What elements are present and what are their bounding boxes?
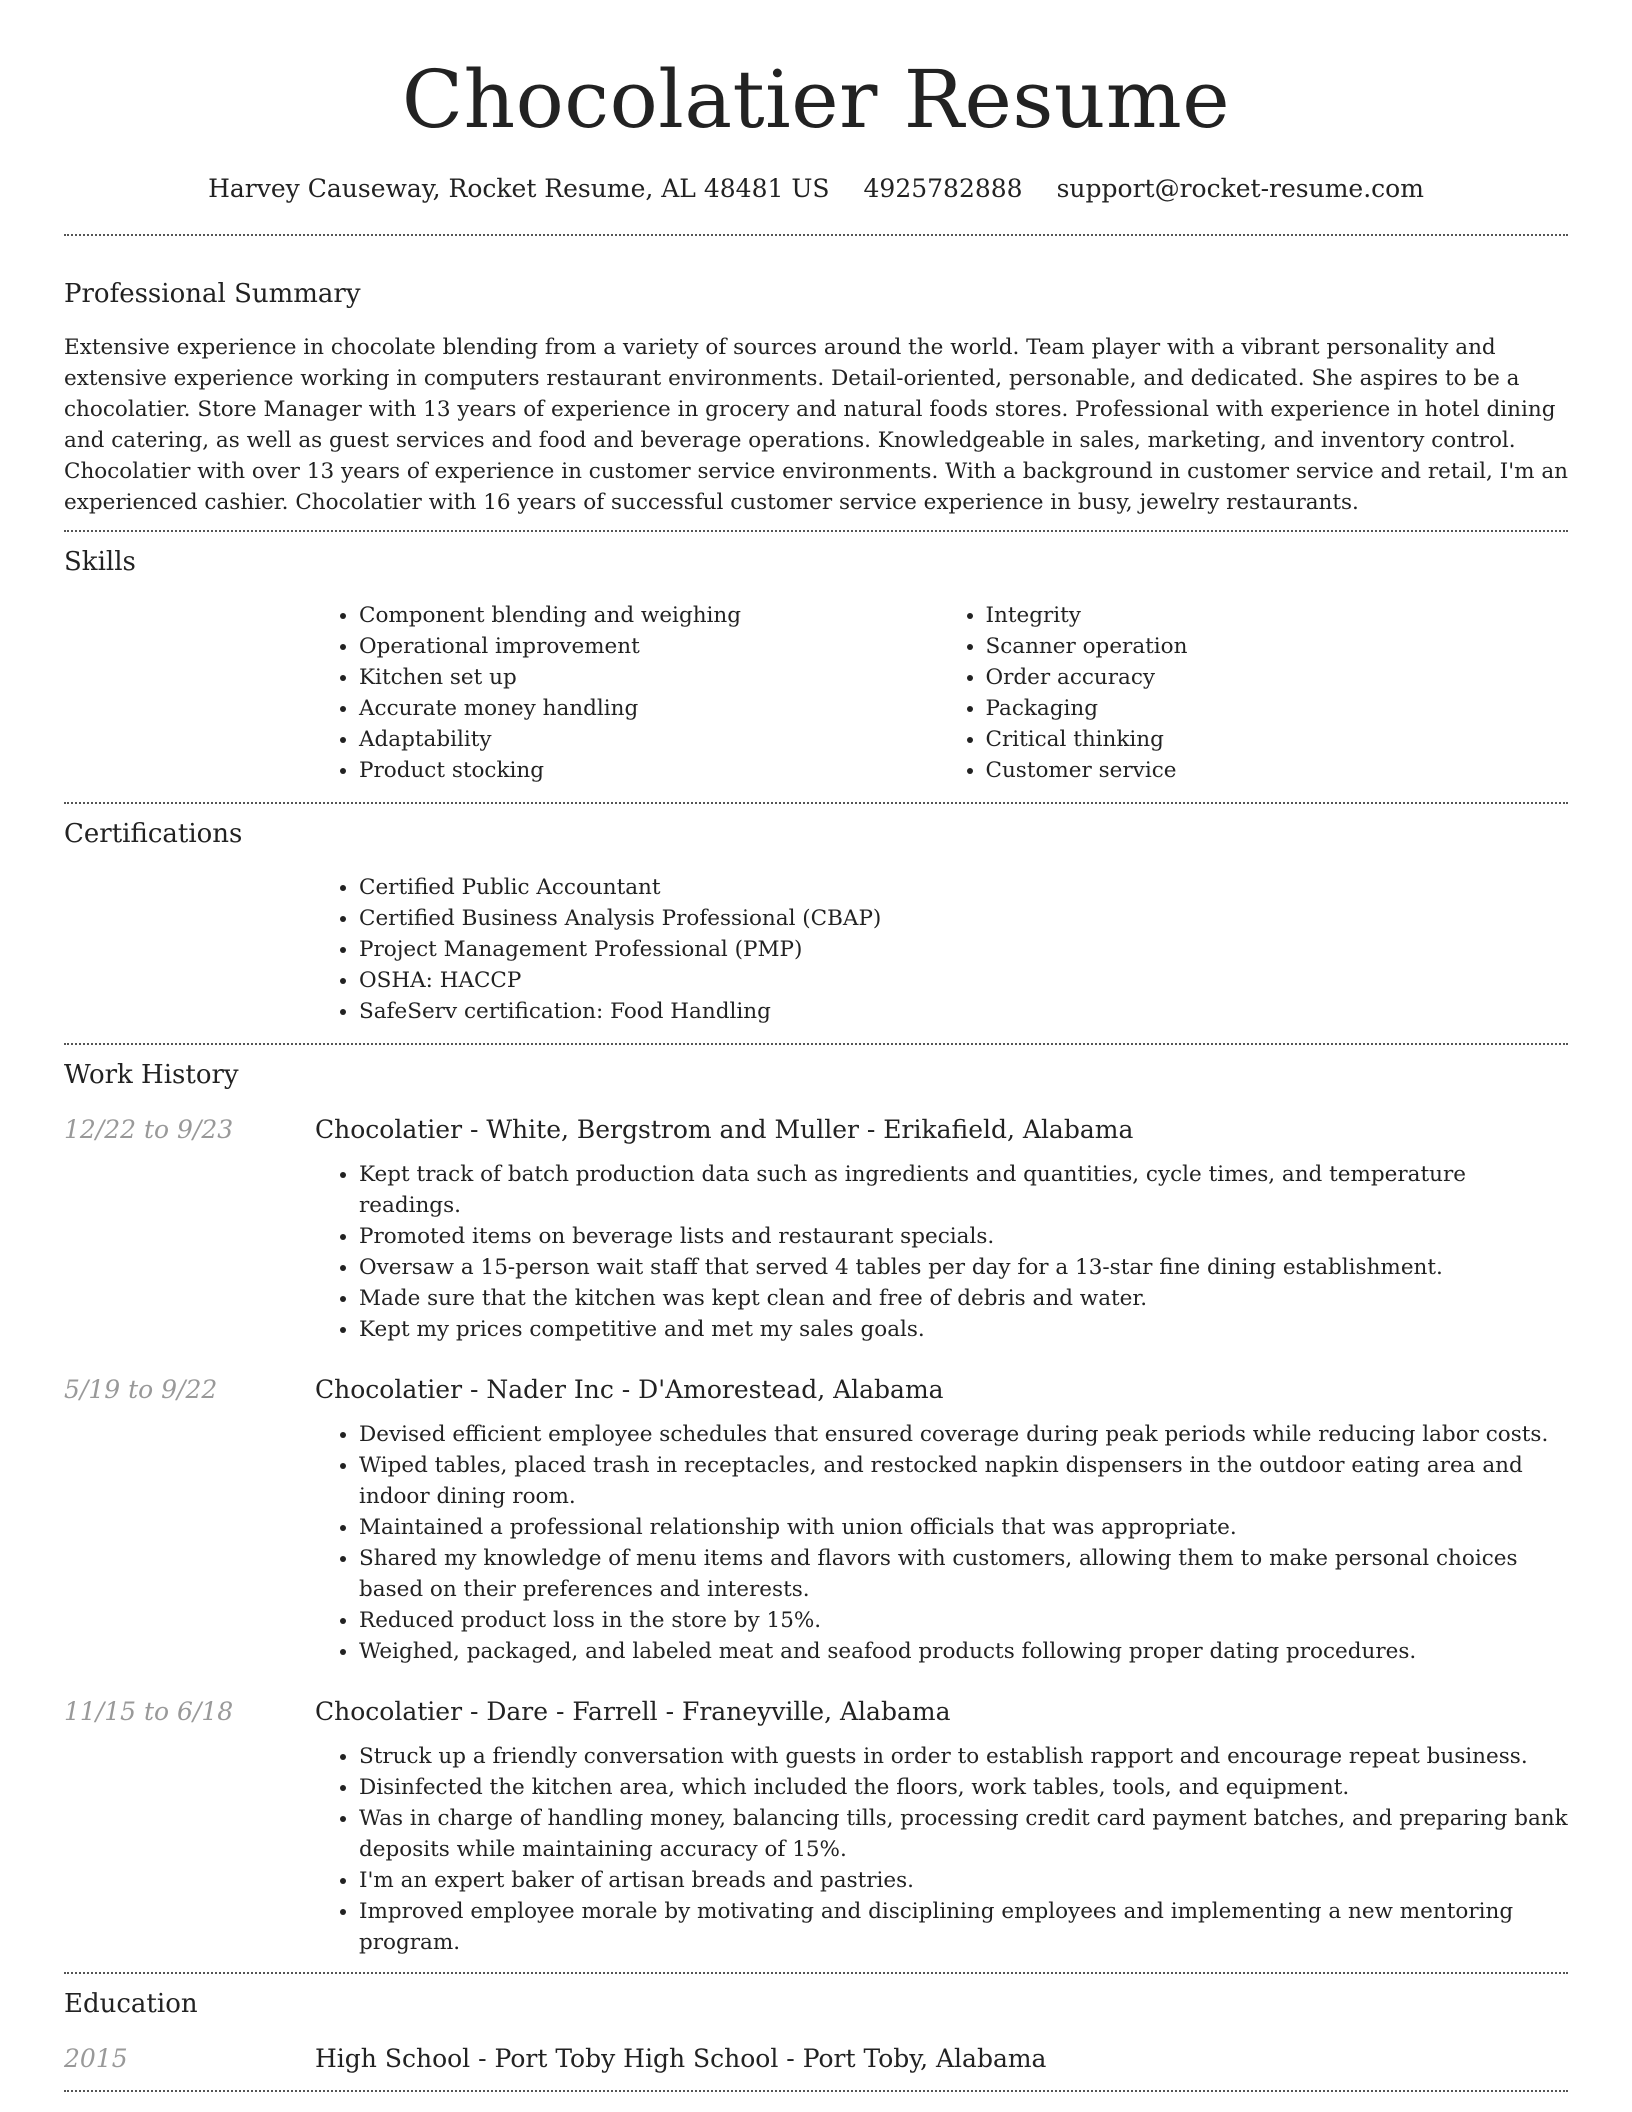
list-item: • Operational improvement [359,631,942,662]
list-item: • Component blending and weighing [359,600,942,631]
list-item: • Maintained a professional relationship with union officials that was appropriate. [359,1512,1568,1543]
work-heading: Work History [64,1060,239,1090]
list-item: • OSHA: HACCP [359,965,1568,996]
job-header [64,1373,1568,1407]
job-bullets [315,1741,1568,1958]
job-dates: 11/15 to 6/18 [64,1697,234,1726]
job-entry [64,1695,1568,1958]
education-title: High School - Port Toby High School - Port Toby, Alabama [315,2044,1047,2073]
list-item: • Accurate money handling [359,693,942,724]
skills-grid [315,600,1568,786]
job-title: Chocolatier - White, Bergstrom and Muller - Erikafield, Alabama [315,1115,1134,1144]
education-dates: 2015 [64,2044,128,2073]
education-heading: Education [64,1989,198,2019]
list-item: • Order accuracy [986,662,1569,693]
skills-heading: Skills [64,547,136,577]
list-item: • Oversaw a 15-person wait staff that served 4 tables per day for a 13-star fine dining establishment. [359,1252,1568,1283]
contact-phone: 4925782888 [863,174,1023,203]
job-entry [64,1113,1568,1345]
contact-address: Harvey Causeway, Rocket Resume, AL 48481 US [208,174,830,203]
list-item: • Kitchen set up [359,662,942,693]
list-item: • Project Management Professional (PMP) [359,934,1568,965]
list-item: • Adaptability [359,724,942,755]
skills-list-left [315,600,942,786]
list-item: • Devised efficient employee schedules that ensured coverage during peak periods while reducing labor costs. [359,1419,1568,1450]
list-item: • I'm an expert baker of artisan breads and pastries. [359,1865,1568,1896]
job-header [64,1695,1568,1729]
divider [64,2090,1568,2092]
job-header [64,1113,1568,1147]
list-item: • SafeServ certification: Food Handling [359,996,1568,1027]
list-item: • Disinfected the kitchen area, which included the floors, work tables, tools, and equipment. [359,1772,1568,1803]
summary-heading: Professional Summary [64,279,361,309]
list-item: • Weighed, packaged, and labeled meat and seafood products following proper dating procedures. [359,1636,1568,1667]
list-item: • Customer service [986,755,1569,786]
job-title: Chocolatier - Nader Inc - D'Amorestead, Alabama [315,1375,944,1404]
job-dates: 5/19 to 9/22 [64,1375,218,1404]
job-bullets [315,1159,1568,1345]
contact-email: support@rocket-resume.com [1056,174,1424,203]
list-item: • Critical thinking [986,724,1569,755]
list-item: • Made sure that the kitchen was kept clean and free of debris and water. [359,1283,1568,1314]
education-section [0,1974,1632,2076]
page-title: Chocolatier Resume [401,53,1231,146]
list-item: • Shared my knowledge of menu items and flavors with customers, allowing them to make personal choices based on their preferences and interests. [359,1543,1568,1605]
list-item: • Struck up a friendly conversation with guests in order to establish rapport and encourage repeat business. [359,1741,1568,1772]
work-section [0,1045,1632,1958]
certifications-heading: Certifications [64,819,243,849]
job-dates: 12/22 to 9/23 [64,1115,234,1144]
list-item: • Kept my prices competitive and met my sales goals. [359,1314,1568,1345]
list-item: • Certified Public Accountant [359,872,1568,903]
education-entry [64,2042,1568,2076]
list-item: • Reduced product loss in the store by 15%. [359,1605,1568,1636]
list-item: • Was in charge of handling money, balancing tills, processing credit card payment batches, and preparing bank deposits while maintaining accuracy of 15%. [359,1803,1568,1865]
certifications-section [0,804,1632,1027]
list-item: • Promoted items on beverage lists and restaurant specials. [359,1221,1568,1252]
summary-section [0,236,1632,518]
job-title: Chocolatier - Dare - Farrell - Franeyville, Alabama [315,1697,951,1726]
skills-section [0,532,1632,786]
list-item: • Improved employee morale by motivating and disciplining employees and implementing a new mentoring program. [359,1896,1568,1958]
summary-text: Extensive experience in chocolate blending from a variety of sources around the world. Team player with a vibrant personality and extensive experience working in computers restaurant environments. Detail-oriented, personable, and dedicated. She aspires to be a chocolatier. Store Manager with 13 years of experience in grocery and natural foods stores. Professional with experience in hotel dining and catering, as well as guest services and food and beverage operations. Knowledgeable in sales, marketing, and inventory control. Chocolatier with over 13 years of experience in customer service environments. With a background in customer service and retail, I'm an experienced cashier. Chocolatier with 16 years of successful customer service experience in busy, jewelry restaurants. [64,335,1568,515]
list-item: • Wiped tables, placed trash in receptacles, and restocked napkin dispensers in the outdoor eating area and indoor dining room. [359,1450,1568,1512]
contact-line [0,172,1632,206]
job-bullets [315,1419,1568,1667]
list-item: • Packaging [986,693,1569,724]
list-item: • Product stocking [359,755,942,786]
job-entry [64,1373,1568,1667]
list-item: • Certified Business Analysis Professional (CBAP) [359,903,1568,934]
skills-list-right [942,600,1569,786]
list-item: • Integrity [986,600,1569,631]
list-item: • Scanner operation [986,631,1569,662]
list-item: • Kept track of batch production data such as ingredients and quantities, cycle times, and temperature readings. [359,1159,1568,1221]
certifications-list [315,872,1568,1027]
